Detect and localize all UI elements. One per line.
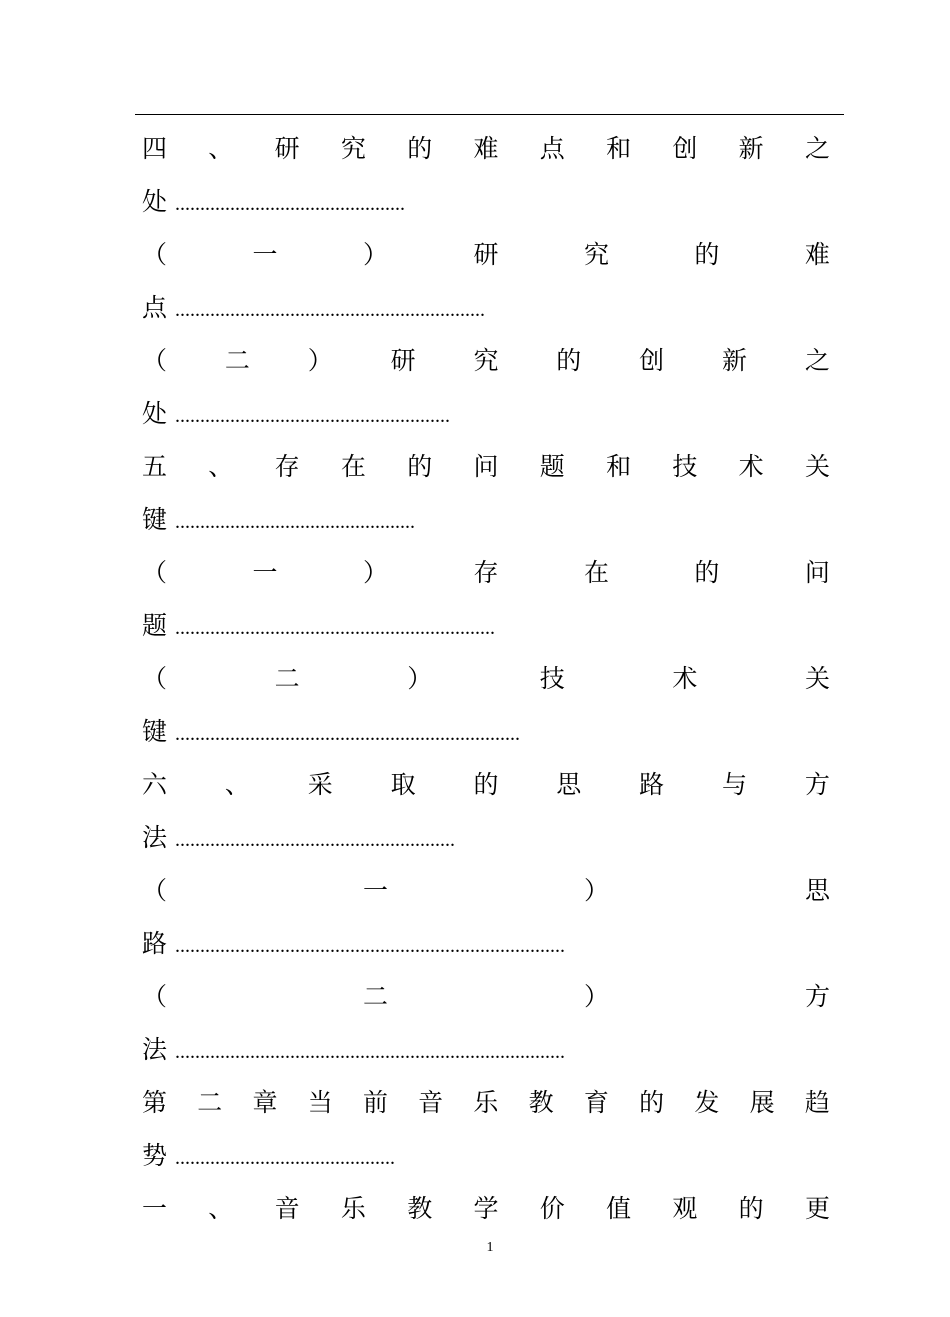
toc-char: （ — [142, 240, 168, 269]
toc-char: 的 — [639, 1088, 665, 1117]
header-rule — [135, 114, 844, 115]
toc-char: 趋 — [804, 1088, 830, 1117]
dot-leader: ............................................ — [175, 1147, 396, 1169]
toc-char: 一 — [252, 558, 278, 587]
toc-char: 乐 — [473, 1088, 499, 1117]
toc-entry-leader[interactable] — [142, 705, 830, 758]
toc-entry-leader[interactable] — [142, 175, 830, 228]
toc-char: 二 — [197, 1088, 223, 1117]
toc-char: 难 — [473, 134, 499, 163]
toc-entry-title[interactable] — [142, 970, 830, 1023]
toc-char: （ — [142, 876, 168, 905]
dot-leader: .............................................................................. — [175, 1041, 566, 1063]
toc-char: 难 — [804, 240, 830, 269]
toc-char: （ — [142, 664, 168, 693]
toc-entry-title[interactable] — [142, 334, 830, 387]
toc-char: 问 — [804, 558, 830, 587]
toc-entry-title[interactable] — [142, 1182, 830, 1235]
toc-leading-char: 键 — [142, 717, 168, 746]
toc-entry-leader[interactable] — [142, 811, 830, 864]
dot-leader: ................................................................ — [175, 617, 496, 639]
toc-entry-title[interactable] — [142, 758, 830, 811]
toc-char: 当 — [307, 1088, 333, 1117]
toc-char: 的 — [407, 134, 433, 163]
toc-char: 二 — [362, 982, 388, 1011]
toc-char: 创 — [639, 346, 665, 375]
toc-char: 研 — [274, 134, 300, 163]
toc-char: 的 — [694, 240, 720, 269]
toc-char: 值 — [606, 1194, 632, 1223]
toc-char: 、 — [208, 1194, 234, 1223]
toc-char: ） — [407, 664, 433, 693]
toc-char: 采 — [307, 770, 333, 799]
toc-char: 六 — [142, 770, 168, 799]
toc-char: 题 — [539, 452, 565, 481]
toc-char: 取 — [390, 770, 416, 799]
toc-char: 观 — [672, 1194, 698, 1223]
page-number: 1 — [486, 1240, 494, 1255]
toc-entry-title[interactable] — [142, 1076, 830, 1129]
dot-leader: ........................................................ — [175, 829, 456, 851]
toc-leading-char: 点 — [142, 293, 168, 322]
dot-leader: ................................................ — [175, 511, 416, 533]
toc-char: 二 — [274, 664, 300, 693]
toc-leading-char: 势 — [142, 1141, 168, 1170]
toc-entry-leader[interactable] — [142, 599, 830, 652]
toc-char: 存 — [473, 558, 499, 587]
toc-char: ） — [362, 240, 388, 269]
toc-entry-leader[interactable] — [142, 917, 830, 970]
toc-char: 更 — [804, 1194, 830, 1223]
dot-leader: .............................................. — [175, 193, 406, 215]
toc-char: 的 — [556, 346, 582, 375]
toc-char: 四 — [142, 134, 168, 163]
toc-char: 之 — [804, 134, 830, 163]
toc-char: 方 — [804, 770, 830, 799]
toc-char: 技 — [539, 664, 565, 693]
toc-char: 的 — [694, 558, 720, 587]
toc-char: 技 — [672, 452, 698, 481]
toc-entry-leader[interactable] — [142, 387, 830, 440]
toc-char: 术 — [738, 452, 764, 481]
toc-entry-title[interactable] — [142, 228, 830, 281]
toc-char: 究 — [473, 346, 499, 375]
toc-char: 之 — [804, 346, 830, 375]
toc-char: 和 — [606, 134, 632, 163]
toc-char: 一 — [142, 1194, 168, 1223]
toc-char: 章 — [252, 1088, 278, 1117]
toc-char: 第 — [142, 1088, 168, 1117]
toc-char: 一 — [252, 240, 278, 269]
toc-leading-char: 键 — [142, 505, 168, 534]
toc-entry-title[interactable] — [142, 122, 830, 175]
toc-char: （ — [142, 558, 168, 587]
toc-char: ） — [307, 346, 333, 375]
toc-char: 研 — [473, 240, 499, 269]
toc-entry-leader[interactable] — [142, 281, 830, 334]
toc-char: 音 — [418, 1088, 444, 1117]
toc-char: 一 — [362, 876, 388, 905]
toc-entry-leader[interactable] — [142, 493, 830, 546]
toc-entry-title[interactable] — [142, 440, 830, 493]
toc-char: （ — [142, 346, 168, 375]
toc-char: 思 — [804, 876, 830, 905]
toc-char: 新 — [722, 346, 748, 375]
toc-char: 路 — [639, 770, 665, 799]
toc-char: 的 — [738, 1194, 764, 1223]
toc-char: 乐 — [340, 1194, 366, 1223]
toc-char: 学 — [473, 1194, 499, 1223]
toc-char: 新 — [738, 134, 764, 163]
dot-leader: ....................................................... — [175, 405, 451, 427]
toc-char: 发 — [694, 1088, 720, 1117]
toc-char: 教 — [407, 1194, 433, 1223]
toc-char: ） — [583, 876, 609, 905]
toc-entry-title[interactable] — [142, 864, 830, 917]
toc-char: 的 — [407, 452, 433, 481]
toc-char: 究 — [340, 134, 366, 163]
dot-leader: .............................................................................. — [175, 935, 566, 957]
toc-char: 二 — [224, 346, 250, 375]
toc-leading-char: 处 — [142, 399, 168, 428]
toc-char: 和 — [606, 452, 632, 481]
toc-leading-char: 处 — [142, 187, 168, 216]
dot-leader: .............................................................. — [175, 299, 486, 321]
toc-char: 在 — [340, 452, 366, 481]
toc-char: 五 — [142, 452, 168, 481]
toc-char: 的 — [473, 770, 499, 799]
toc-char: 育 — [583, 1088, 609, 1117]
toc-char: 、 — [208, 452, 234, 481]
toc-char: ） — [362, 558, 388, 587]
toc-char: 术 — [672, 664, 698, 693]
toc-char: 关 — [804, 664, 830, 693]
toc-char: 音 — [274, 1194, 300, 1223]
toc-char: 点 — [539, 134, 565, 163]
dot-leader: ..................................................................... — [175, 723, 521, 745]
toc-leading-char: 题 — [142, 611, 168, 640]
toc-char: 研 — [390, 346, 416, 375]
toc-char: 存 — [274, 452, 300, 481]
toc-char: 、 — [224, 770, 250, 799]
toc-leading-char: 法 — [142, 1035, 168, 1064]
toc-char: 教 — [528, 1088, 554, 1117]
toc-char: 前 — [362, 1088, 388, 1117]
toc-char: 展 — [749, 1088, 775, 1117]
toc-leading-char: 法 — [142, 823, 168, 852]
toc-char: 关 — [804, 452, 830, 481]
toc-leading-char: 路 — [142, 929, 168, 958]
toc-char: 究 — [583, 240, 609, 269]
table-of-contents — [142, 122, 830, 1235]
toc-char: 与 — [722, 770, 748, 799]
toc-char: ） — [583, 982, 609, 1011]
toc-entry-title[interactable] — [142, 546, 830, 599]
toc-char: 价 — [539, 1194, 565, 1223]
toc-char: 、 — [208, 134, 234, 163]
toc-char: 方 — [804, 982, 830, 1011]
toc-entry-leader[interactable] — [142, 1023, 830, 1076]
toc-char: 创 — [672, 134, 698, 163]
toc-char: 在 — [583, 558, 609, 587]
toc-char: 思 — [556, 770, 582, 799]
toc-entry-leader[interactable] — [142, 1129, 830, 1182]
toc-entry-title[interactable] — [142, 652, 830, 705]
toc-char: 问 — [473, 452, 499, 481]
toc-char: （ — [142, 982, 168, 1011]
